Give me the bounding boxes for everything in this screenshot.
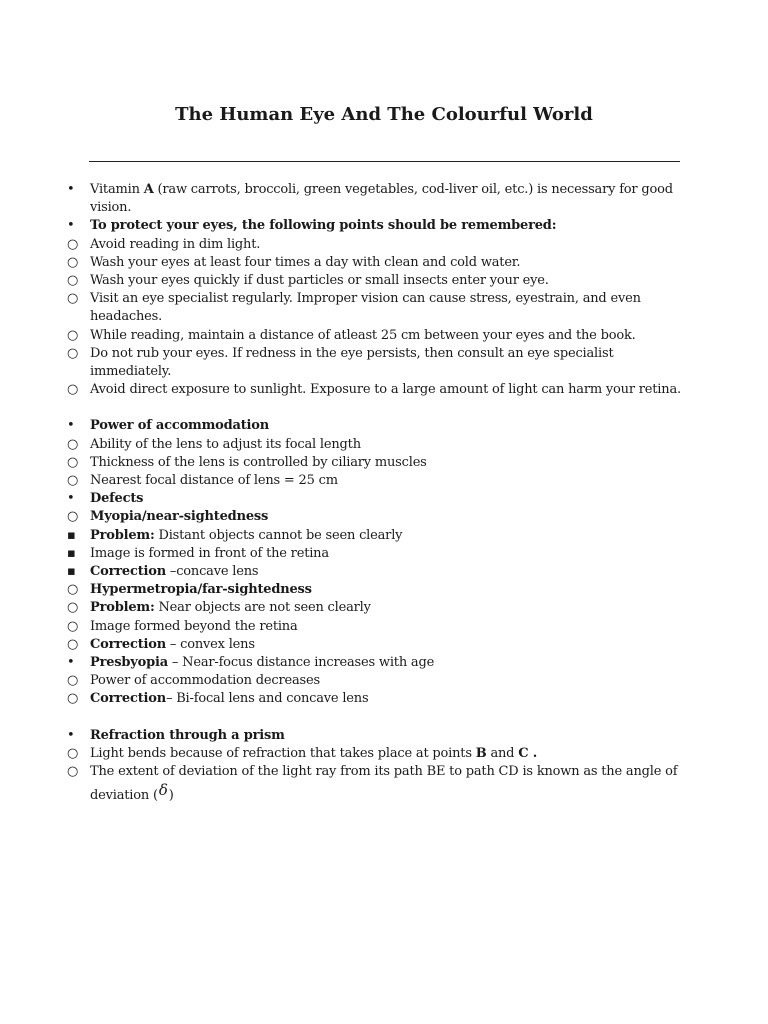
bold-text: Presbyopia — [90, 655, 168, 671]
list-item-text — [90, 763, 685, 805]
text-run: Vitamin — [90, 182, 144, 197]
circle-marker-icon: ○ — [67, 454, 79, 470]
bold-text: Correction — [90, 636, 166, 652]
bold-text: To protect your eyes, the following points should be remembered: — [90, 218, 557, 234]
list-item — [60, 581, 685, 599]
text-run: Thickness of the lens is controlled by ciliary muscles — [90, 454, 427, 470]
list-item-text — [90, 599, 685, 617]
list-item — [60, 563, 685, 581]
text-run: –concave lens — [165, 564, 259, 580]
list-item — [60, 290, 685, 326]
list-item-text — [90, 563, 685, 581]
list-item — [60, 508, 685, 526]
list-item — [60, 436, 685, 454]
list-item — [60, 545, 685, 563]
list-item — [60, 472, 685, 490]
list-item — [60, 763, 685, 805]
list-item — [60, 327, 685, 345]
list-item-text — [90, 618, 685, 636]
circle-marker-icon: ○ — [67, 618, 79, 634]
text-run: Nearest focal distance of lens = 25 cm — [90, 473, 338, 489]
bold-text: C . — [518, 745, 538, 761]
square-marker-icon: ▪ — [67, 527, 76, 543]
list-item — [60, 236, 685, 254]
list-item-text — [90, 454, 685, 472]
list-item-text — [90, 636, 685, 654]
bullet-marker-icon: • — [67, 182, 75, 197]
bold-text: Problem: — [90, 527, 155, 543]
text-run: – convex lens — [165, 636, 255, 652]
circle-marker-icon: ○ — [67, 636, 79, 652]
circle-marker-icon: ○ — [67, 764, 79, 780]
circle-marker-icon: ○ — [67, 509, 79, 525]
list-item-text — [90, 672, 685, 690]
bold-text: A — [143, 182, 154, 197]
square-marker-icon: ▪ — [67, 545, 76, 561]
page-title: The Human Eye And The Colourful World — [175, 104, 593, 125]
square-marker-icon: ▪ — [67, 564, 76, 580]
list-item — [60, 417, 685, 435]
notes-list — [60, 181, 685, 806]
list-item — [60, 727, 685, 745]
bold-text: Refraction through a prism — [90, 727, 285, 743]
list-item-text — [90, 508, 685, 526]
list-item — [60, 690, 685, 708]
list-item — [60, 217, 685, 235]
delta-symbol: δ — [158, 781, 168, 800]
bold-text: Power of accommodation — [90, 418, 270, 434]
list-item-text — [90, 727, 685, 745]
text-run: Avoid direct exposure to sunlight. Exposure to a large amount of light can harm your retina. — [90, 382, 681, 398]
list-item — [60, 654, 685, 672]
circle-marker-icon: ○ — [67, 582, 79, 598]
bold-text: B — [475, 745, 487, 761]
bullet-marker-icon: • — [67, 655, 75, 671]
text-run: Light bends because of refraction that takes place at points — [90, 745, 476, 761]
text-run: While reading, maintain a distance of atleast 25 cm between your eyes and the book. — [90, 327, 636, 343]
text-run: Near objects are not seen clearly — [154, 600, 371, 616]
bold-text: Myopia/near-sightedness — [90, 509, 269, 525]
list-item-text — [90, 472, 685, 490]
bold-text: Problem: — [90, 600, 155, 616]
list-item-text — [90, 290, 685, 326]
list-item-text — [90, 417, 685, 435]
list-item — [60, 454, 685, 472]
list-item — [60, 672, 685, 690]
bullet-marker-icon: • — [67, 491, 75, 507]
list-item — [60, 181, 685, 217]
list-item — [60, 527, 685, 545]
section-gap — [60, 399, 685, 417]
text-run: Wash your eyes quickly if dust particles or small insects enter your eye. — [90, 273, 549, 289]
list-item-text — [90, 527, 685, 545]
bold-text: Defects — [90, 491, 144, 507]
text-run: Do not rub your eyes. If redness in the eye persists, then consult an eye specialist immediately. — [90, 345, 614, 380]
text-run: Ability of the lens to adjust its focal length — [90, 436, 361, 452]
list-item-text — [90, 236, 685, 254]
list-item-text — [90, 745, 685, 763]
list-item — [60, 599, 685, 617]
bullet-marker-icon: • — [67, 218, 75, 234]
list-item-text — [90, 345, 685, 381]
circle-marker-icon: ○ — [67, 673, 79, 689]
text-run: Wash your eyes at least four times a day with clean and cold water. — [90, 254, 521, 270]
circle-marker-icon: ○ — [67, 473, 79, 489]
text-run: Distant objects cannot be seen clearly — [154, 527, 403, 543]
list-item-text — [90, 272, 685, 290]
list-item-text — [90, 654, 685, 672]
circle-marker-icon: ○ — [67, 273, 79, 289]
text-run: Visit an eye specialist regularly. Improper vision can cause stress, eyestrain, and even headaches. — [90, 291, 641, 325]
list-item — [60, 618, 685, 636]
list-item-text — [90, 254, 685, 272]
bullet-marker-icon: • — [67, 418, 75, 434]
text-run: (raw carrots, broccoli, green vegetables, cod-liver oil, etc.) is necessary for good vision. — [90, 182, 673, 216]
circle-marker-icon: ○ — [67, 254, 79, 270]
list-item-text — [90, 581, 685, 599]
text-run: – Bi-focal lens and concave lens — [165, 691, 369, 707]
text-run: Power of accommodation decreases — [90, 673, 320, 689]
list-item — [60, 272, 685, 290]
list-item — [60, 490, 685, 508]
list-item — [60, 254, 685, 272]
list-item-text — [90, 381, 685, 399]
text-run: Image formed beyond the retina — [90, 618, 298, 634]
title-divider — [89, 161, 680, 162]
circle-marker-icon: ○ — [67, 745, 79, 761]
circle-marker-icon: ○ — [67, 236, 79, 252]
text-run: ) — [168, 788, 174, 804]
bullet-marker-icon: • — [67, 727, 75, 743]
list-item — [60, 381, 685, 399]
bold-text: Correction — [90, 691, 166, 707]
circle-marker-icon: ○ — [67, 436, 79, 452]
list-item — [60, 345, 685, 381]
list-item-text — [90, 490, 685, 508]
circle-marker-icon: ○ — [67, 345, 79, 361]
list-item — [60, 636, 685, 654]
circle-marker-icon: ○ — [67, 691, 79, 707]
list-item-text — [90, 181, 685, 217]
circle-marker-icon: ○ — [67, 382, 79, 398]
list-item — [60, 745, 685, 763]
section-gap — [60, 709, 685, 727]
list-item-text — [90, 436, 685, 454]
list-item-text — [90, 690, 685, 708]
list-item-text — [90, 217, 685, 235]
bold-text: Hypermetropia/far-sightedness — [90, 582, 312, 598]
text-run: Image is formed in front of the retina — [90, 545, 329, 561]
list-item-text — [90, 327, 685, 345]
circle-marker-icon: ○ — [67, 327, 79, 343]
text-run: and — [486, 745, 519, 761]
text-run: Avoid reading in dim light. — [90, 236, 261, 252]
text-run: – Near-focus distance increases with age — [167, 655, 435, 671]
circle-marker-icon: ○ — [67, 291, 79, 307]
list-item-text — [90, 545, 685, 563]
circle-marker-icon: ○ — [67, 600, 79, 616]
bold-text: Correction — [90, 564, 166, 580]
text-run: The extent of deviation of the light ray from its path BE to path CD is known as the angle of deviation ( — [90, 764, 678, 804]
